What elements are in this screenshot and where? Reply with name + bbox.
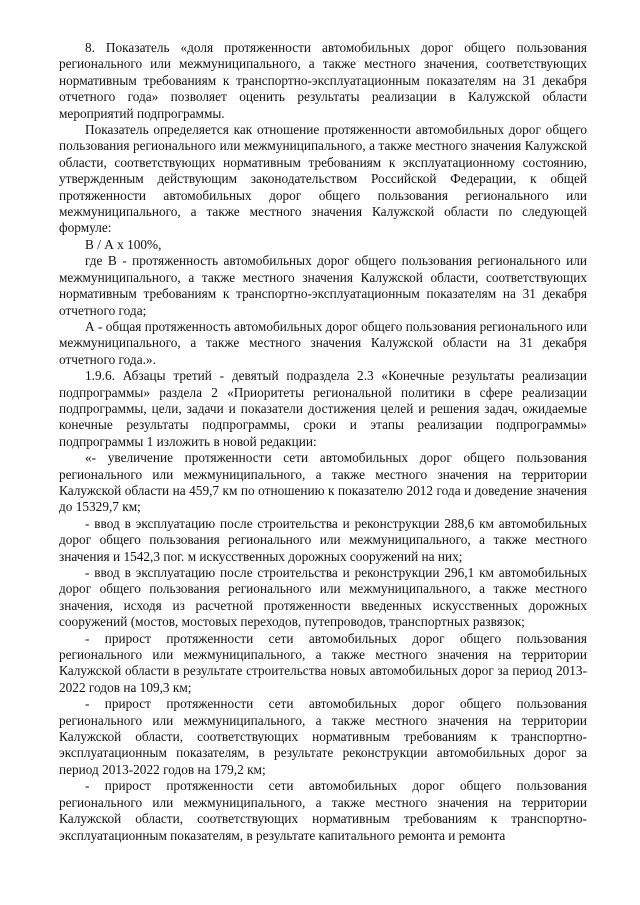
document-page (59, 40, 587, 844)
list-item-network-increase: «- увеличение протяженности сети автомобильных дорог общего пользования регионального или межмуниципального, а также местного значения на территории Калужской области на 459,7 км по отношению к показателю 2012 года и доведение значения до 15329,7 км; (59, 450, 587, 515)
paragraph-definition-a: А - общая протяженность автомобильных дорог общего пользования регионального или межмуниципального, а также местного значения Калужской области на 31 декабря отчетного года.». (59, 318, 587, 367)
paragraph-definition-b: где В - протяженность автомобильных дорог общего пользования регионального или межмуниципального, а также местного значения Калужской области, соответствующих нормативным требованиям к транспортно-эксплуатационным показателям на 31 декабря отчетного года; (59, 253, 587, 318)
list-item-commissioning-288: - ввод в эксплуатацию после строительства и реконструкции 288,6 км автомобильных дорог общего пользования регионального или межмуниципального, а также местного значения и 1542,3 пог. м искусственных дорожных сооружений на них; (59, 515, 587, 564)
paragraph-indicator-8: 8. Показатель «доля протяженности автомобильных дорог общего пользования регионального или межмуниципального, а также местного значения, соответствующих нормативным требованиям к транспортно-эксплуатационным показателям на 31 декабря отчетного года» позволяет оценить результаты реализации в Калужской области мероприятий подпрограммы. (59, 40, 587, 121)
paragraph-calculation-method: Показатель определяется как отношение протяженности автомобильных дорог общего пользования регионального или межмуниципального, а также местного значения Калужской области, соответствующих нормативным требованиям к эксплуатационному состоянию, утвержденным действующим законодательством Российской Федерации, к общей протяженности автомобильных дорог общего пользования регионального или межмуниципального, а также местного значения Калужской области по следующей формуле: (59, 122, 587, 236)
list-item-commissioning-296: - ввод в эксплуатацию после строительства и реконструкции 296,1 км автомобильных дорог общего пользования регионального или межмуниципального, а также местного значения, исходя из расчетной протяженности введенных искусственных дорожных сооружений (мостов, мостовых переходов, путепроводов, транспортных развязок; (59, 565, 587, 630)
paragraph-amendment-1-9-6: 1.9.6. Абзацы третий - девятый подраздела 2.3 «Конечные результаты реализации подпрограммы» раздела 2 «Приоритеты региональной политики в сфере реализации подпрограммы, цели, задачи и показатели достижения целей и решения задач, ожидаемые конечные результаты подпрограммы, сроки и этапы реализации подпрограммы» подпрограммы 1 изложить в новой редакции: (59, 368, 587, 449)
list-item-growth-reconstruction: - прирост протяженности сети автомобильных дорог общего пользования регионального или межмуниципального, а также местного значения на территории Калужской области, соответствующих нормативным требованиям к транспортно-эксплуатационным показателям, в результате реконструкции автомобильных дорог за период 2013-2022 годов на 179,2 км; (59, 696, 587, 777)
list-item-growth-repair: - прирост протяженности сети автомобильных дорог общего пользования регионального или межмуниципального, а также местного значения на территории Калужской области, соответствующих нормативным требованиям к транспортно-эксплуатационным показателям, в результате капитального ремонта и ремонта (59, 778, 587, 843)
formula-line: В / А x 100%, (85, 236, 162, 252)
list-item-growth-construction: - прирост протяженности сети автомобильных дорог общего пользования регионального или межмуниципального, а также местного значения на территории Калужской области в результате строительства новых автомобильных дорог за период 2013-2022 годов на 109,3 км; (59, 630, 587, 695)
